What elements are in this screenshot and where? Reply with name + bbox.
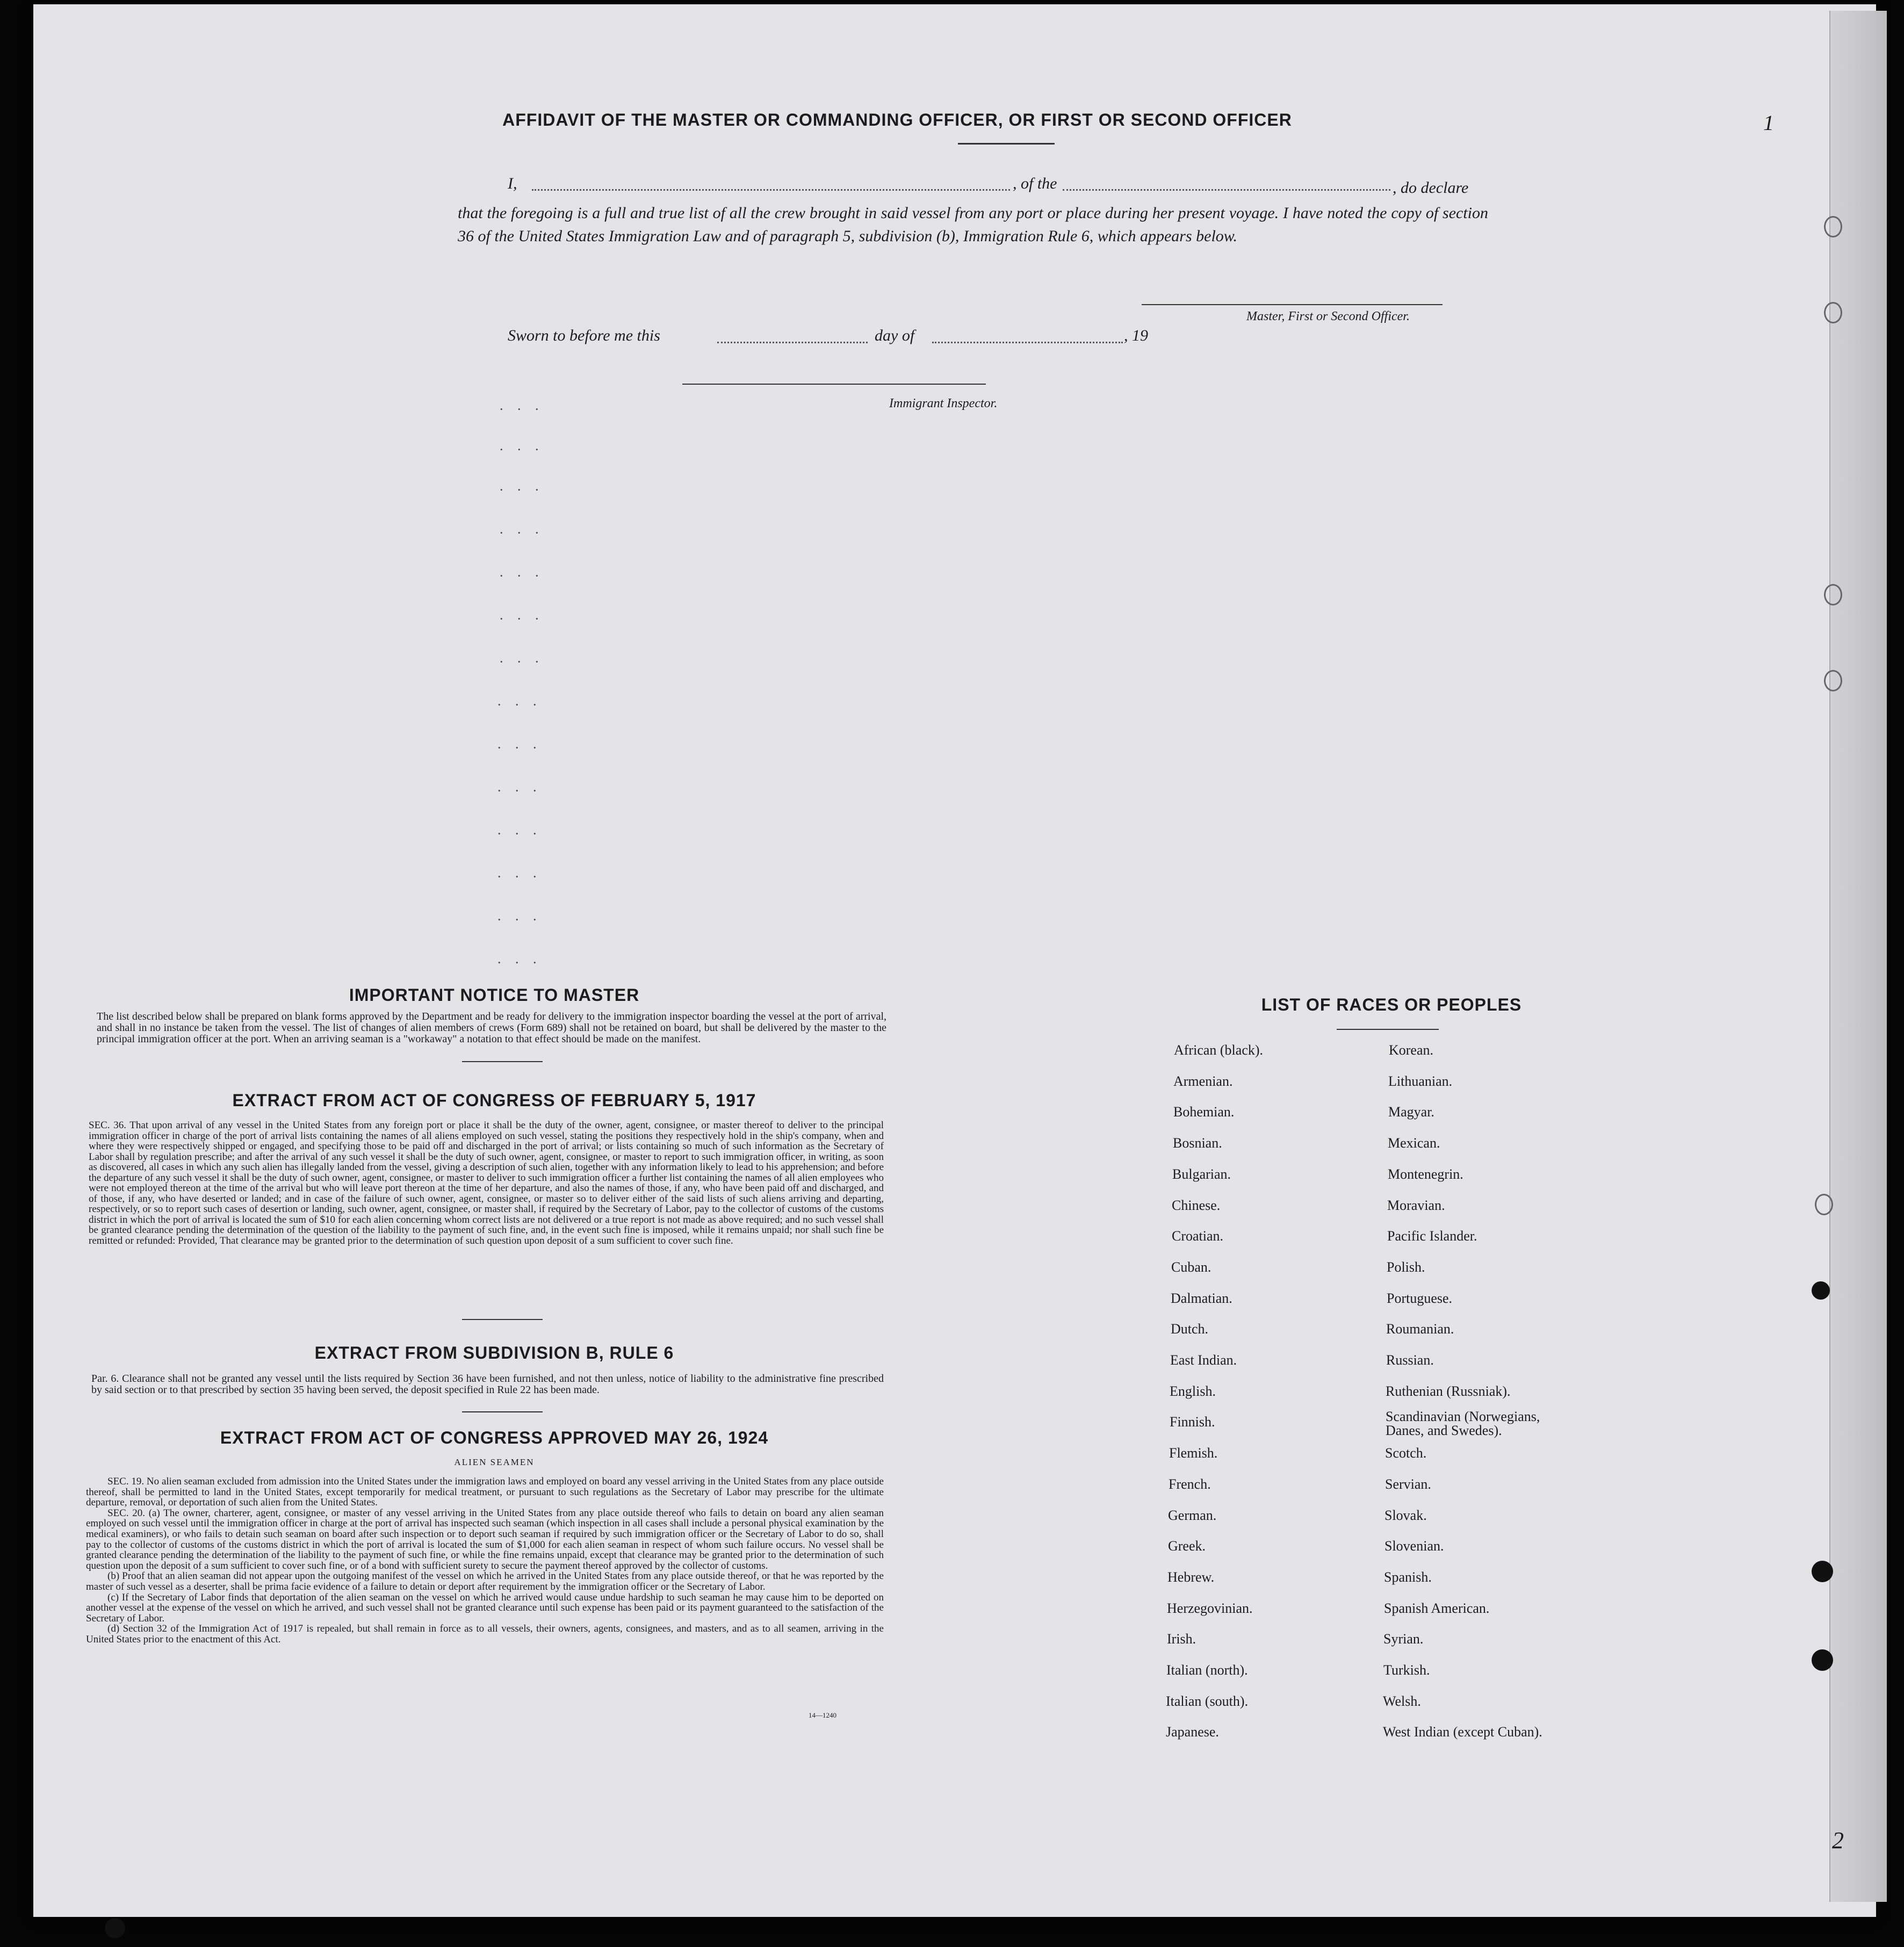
race-item: Japanese.	[1166, 1724, 1219, 1740]
binder-hole	[105, 1918, 125, 1938]
bleed-dots: . . .	[500, 607, 544, 623]
race-item: Cuban.	[1171, 1259, 1211, 1275]
race-item: Moravian.	[1387, 1198, 1445, 1213]
bleed-dots: . . .	[497, 779, 542, 795]
race-item: Scandinavian (Norwegians, Danes, and Swedes).	[1386, 1409, 1540, 1438]
race-item: African (black).	[1174, 1042, 1264, 1058]
race-item: Spanish.	[1384, 1569, 1432, 1585]
bleed-dots: . . .	[500, 650, 544, 666]
bleed-dots: . . .	[497, 908, 542, 924]
race-item: Spanish American.	[1384, 1600, 1490, 1616]
race-item: Magyar.	[1388, 1104, 1434, 1120]
affidavit-title: AFFIDAVIT OF THE MASTER OR COMMANDING OFFICER, OR FIRST OR SECOND OFFICER	[502, 110, 1292, 129]
sworn-prefix: Sworn to before me this	[508, 327, 660, 344]
underlying-page-edge	[1829, 11, 1887, 1902]
affidavit-line1-end: , do declare	[1393, 179, 1469, 197]
bleed-dots: . . .	[497, 865, 542, 881]
race-item: Lithuanian.	[1388, 1073, 1453, 1089]
race-item: Slovak.	[1384, 1508, 1427, 1523]
extract-rule6-body: Par. 6. Clearance shall not be granted any vessel until the lists required by Section 36 have been furnished, and not then unless, notice of liability to the administrative fine prescribed by said section or to that prescribed by section 35 having been served, the deposit specified in Rule 22 has been made.	[91, 1373, 884, 1396]
bleed-dots: . . .	[500, 521, 544, 537]
race-item: Finnish.	[1170, 1414, 1215, 1430]
binder-hole	[1815, 1194, 1833, 1215]
extract-1917-title: EXTRACT FROM ACT OF CONGRESS OF FEBRUARY 5, 1917	[232, 1091, 756, 1110]
races-rule	[1337, 1029, 1439, 1030]
race-item: Bohemian.	[1173, 1104, 1235, 1120]
race-item: Mexican.	[1388, 1135, 1440, 1151]
race-item: Dalmatian.	[1171, 1290, 1232, 1306]
race-item: Portuguese.	[1387, 1290, 1453, 1306]
race-item: East Indian.	[1170, 1352, 1237, 1368]
binder-hole	[1824, 216, 1842, 237]
binder-hole	[1824, 670, 1842, 691]
race-item: Welsh.	[1383, 1693, 1421, 1709]
form-number: 14—1240	[809, 1711, 836, 1719]
race-item: Ruthenian (Russniak).	[1386, 1383, 1511, 1399]
binder-hole	[1812, 1281, 1830, 1300]
bleed-dots: . . .	[497, 693, 542, 709]
race-item: Flemish.	[1169, 1445, 1218, 1461]
day-blank	[717, 342, 868, 343]
races-title: LIST OF RACES OR PEOPLES	[1261, 995, 1522, 1014]
signature-line	[1142, 304, 1443, 305]
race-item: West Indian (except Cuban).	[1383, 1724, 1542, 1740]
race-item: Irish.	[1167, 1631, 1196, 1647]
extract-1917-body: SEC. 36. That upon arrival of any vessel in the United States from any foreign port or place it shall be the duty of the owner, agent, consignee, or master thereof to deliver to the principal immigration officer in charge of the port of arrival lists containing the names of all aliens employed on such vessel, stating the positions they respectively hold in the ship's company, when and where they were respectively shipped or engaged, and specifying those to be paid off and discharged in the port of arrival; or lists containing so much of such information as the Secretary of Labor shall by regulation prescribe; and after the arrival of any such vessel it shall be the duty of such owner, agent, consignee, or master to report to such immigration officer, in writing, as soon as discovered, all cases in which any such alien has illegally landed from the vessel, giving a description of such alien, together with any information likely to lead to his apprehension; and before the departure of any such vessel it shall be the duty of such owner, agent, consignee, or master to deliver to such immigration officer a further list containing the names of all alien employees who were not employed thereon at the time of the arrival but who will leave port thereon at the time of her departure, and also the names of those, if any, who have been paid off and discharged, and of those, if any, who have deserted or landed; and in case of the failure of such owner, agent, consignee, or master so to deliver either of the said lists of such aliens arriving and departing, respectively, or so to report such cases of desertion or landing, such owner, agent, consignee, or master shall, if required by the Secretary of Labor, pay to the collector of customs of the customs district in which the port of arrival is located the sum of $10 for each alien concerning whom correct lists are not delivered or a true report is not made as above required; and no such vessel shall be granted clearance pending the determination of the question of the liability to the payment of such fine, and, in the event such fine is imposed, while it remains unpaid; nor shall such fine be remitted or refunded: Provided, That clearance may be granted prior to the determination of such question upon deposit of a sum sufficient to cover such fine.	[89, 1120, 884, 1246]
extract-1917-rule	[462, 1319, 543, 1320]
race-item: Slovenian.	[1384, 1538, 1444, 1554]
race-item: French.	[1169, 1476, 1211, 1492]
sworn-end: , 19	[1124, 327, 1148, 344]
race-item: Servian.	[1385, 1476, 1431, 1492]
bleed-dots: . . .	[500, 398, 544, 413]
extract-1924-para: (c) If the Secretary of Labor finds that deportation of the alien seaman on the vessel on which he arrived would cause undue hardship to such seaman he may cause him to be deported on another vessel at the expense of the vessel on which he arrived, and such vessel shall not be granted clearance until such expense has been paid or its payment guaranteed to the satisfaction of the Secretary of Labor.	[86, 1591, 884, 1624]
race-item: Bosnian.	[1173, 1135, 1222, 1151]
extract-1924-para: SEC. 19. No alien seaman excluded from admission into the United States under the immigration laws and employed on board any vessel arriving in the United States from any place outside thereof, shall be permitted to land in the United States, except temporarily for medical treatment, or pursuant to such regulations as the Secretary of Labor may prescribe for the ultimate departure, removal, or deportation of such alien from the United States.	[86, 1476, 884, 1509]
race-item: Polish.	[1387, 1259, 1425, 1275]
extract-rule6-title: EXTRACT FROM SUBDIVISION B, RULE 6	[314, 1343, 674, 1362]
binder-hole	[1812, 1561, 1833, 1582]
extract-1924-body	[86, 1476, 884, 1645]
binder-hole	[1824, 584, 1842, 605]
extract-rule6-rule	[462, 1411, 543, 1412]
extract-1924-para: SEC. 20. (a) The owner, charterer, agent, consignee, or master of any vessel arriving in the United States from any place outside thereof who fails to detain on board any alien seaman employed on such vessel until the immigration officer in charge at the port of arrival has inspected such seaman (which inspection in all cases shall include a personal physical examination by the medical examiners), or who fails to detain such seaman on board after such inspection or to deport such seaman if required by such immigration officer or the Secretary of Labor to do so, shall pay to the collector of customs of the customs district in which the port of arrival is located the sum of $1,000 for each alien seaman in respect of whom such failure occurs. No vessel shall be granted clearance pending the determination of the liability to the payment of such fine, or while the fine remains unpaid, except that clearance may be granted prior to the determination of such question upon the deposit of a sum sufficient to cover such fine, or of a bond with sufficient surety to secure the payment thereof approved by the collector of customs.	[86, 1507, 884, 1571]
extract-1924-para: (b) Proof that an alien seaman did not appear upon the outgoing manifest of the vessel on which he arrived in the United States from any place outside thereof, or that he was reported by the master of such vessel as a deserter, shall be prima facie evidence of a failure to detain or deport after requirement by the immigration officer or the Secretary of Labor.	[86, 1570, 884, 1592]
notice-body: The list described below shall be prepared on blank forms approved by the Department and be ready for delivery to the immigration inspector boarding the vessel at the port of arrival, and shall in no instance be taken from the vessel. The list of changes of alien members of crews (Form 689) shall not be retained on board, but shall be delivered by the master to the principal immigration officer at the port. When an arriving seaman is a "workaway" a notation to that effect should be made on the manifest.	[97, 1011, 886, 1045]
race-item: Montenegrin.	[1388, 1166, 1463, 1182]
bleed-dots: . . .	[497, 736, 542, 752]
race-item: Croatian.	[1172, 1228, 1224, 1244]
race-item: Greek.	[1168, 1538, 1206, 1554]
race-item: Turkish.	[1383, 1662, 1430, 1678]
race-item: Hebrew.	[1167, 1569, 1215, 1585]
race-item: Armenian.	[1173, 1073, 1233, 1089]
bleed-dots: . . .	[500, 478, 544, 494]
month-blank	[932, 342, 1123, 343]
extract-1924-para: (d) Section 32 of the Immigration Act of 1917 is repealed, but shall remain in force as to all vessels, their owners, agents, consignees, and masters, and as to all seamen, arriving in the United States prior to the enactment of this Act.	[86, 1623, 884, 1645]
race-item: Dutch.	[1171, 1321, 1209, 1337]
race-item: German.	[1168, 1508, 1217, 1523]
race-item: Korean.	[1389, 1042, 1434, 1058]
race-item: English.	[1170, 1383, 1216, 1399]
title-rule	[958, 143, 1055, 145]
bleed-dots: . . .	[497, 951, 542, 967]
affidavit-body: that the foregoing is a full and true list of all the crew brought in said vessel from any port or place during her present voyage. I have noted the copy of section 36 of the United States Immigration Law and of paragraph 5, subdivision (b), Immigration Rule 6, which appears below.	[458, 204, 1488, 245]
signature-label: Master, First or Second Officer.	[1246, 309, 1410, 323]
race-item: Italian (south).	[1166, 1693, 1249, 1709]
race-item: Syrian.	[1383, 1631, 1424, 1647]
inspector-line	[682, 384, 986, 385]
race-item: Pacific Islander.	[1387, 1228, 1477, 1244]
sworn-mid: day of	[875, 327, 915, 344]
pencil-mark: 2	[1832, 1827, 1844, 1854]
race-item: Italian (north).	[1166, 1662, 1248, 1678]
race-item: Roumanian.	[1386, 1321, 1454, 1337]
vessel-blank	[1063, 189, 1390, 191]
binder-hole	[1824, 302, 1842, 323]
binder-hole	[1812, 1649, 1833, 1671]
race-item: Russian.	[1386, 1352, 1434, 1368]
bleed-dots: . . .	[500, 564, 544, 580]
race-item: Scotch.	[1385, 1445, 1427, 1461]
extract-1924-title: EXTRACT FROM ACT OF CONGRESS APPROVED MAY 26, 1924	[220, 1428, 769, 1447]
race-item: Bulgarian.	[1172, 1166, 1231, 1182]
bleed-dots: . . .	[500, 438, 544, 453]
inspector-label: Immigrant Inspector.	[889, 396, 998, 410]
notice-rule	[462, 1061, 543, 1062]
extract-1924-subtitle: ALIEN SEAMEN	[454, 1457, 535, 1467]
pencil-mark: 1	[1763, 111, 1774, 135]
bleed-dots: . . .	[497, 822, 542, 838]
notice-title: IMPORTANT NOTICE TO MASTER	[349, 985, 640, 1005]
race-item: Herzegovinian.	[1167, 1600, 1253, 1616]
name-blank	[532, 189, 1010, 191]
affidavit-line1-mid: , of the	[1013, 175, 1057, 192]
affidavit-line1-prefix: I,	[508, 175, 517, 192]
race-item: Chinese.	[1172, 1198, 1221, 1213]
